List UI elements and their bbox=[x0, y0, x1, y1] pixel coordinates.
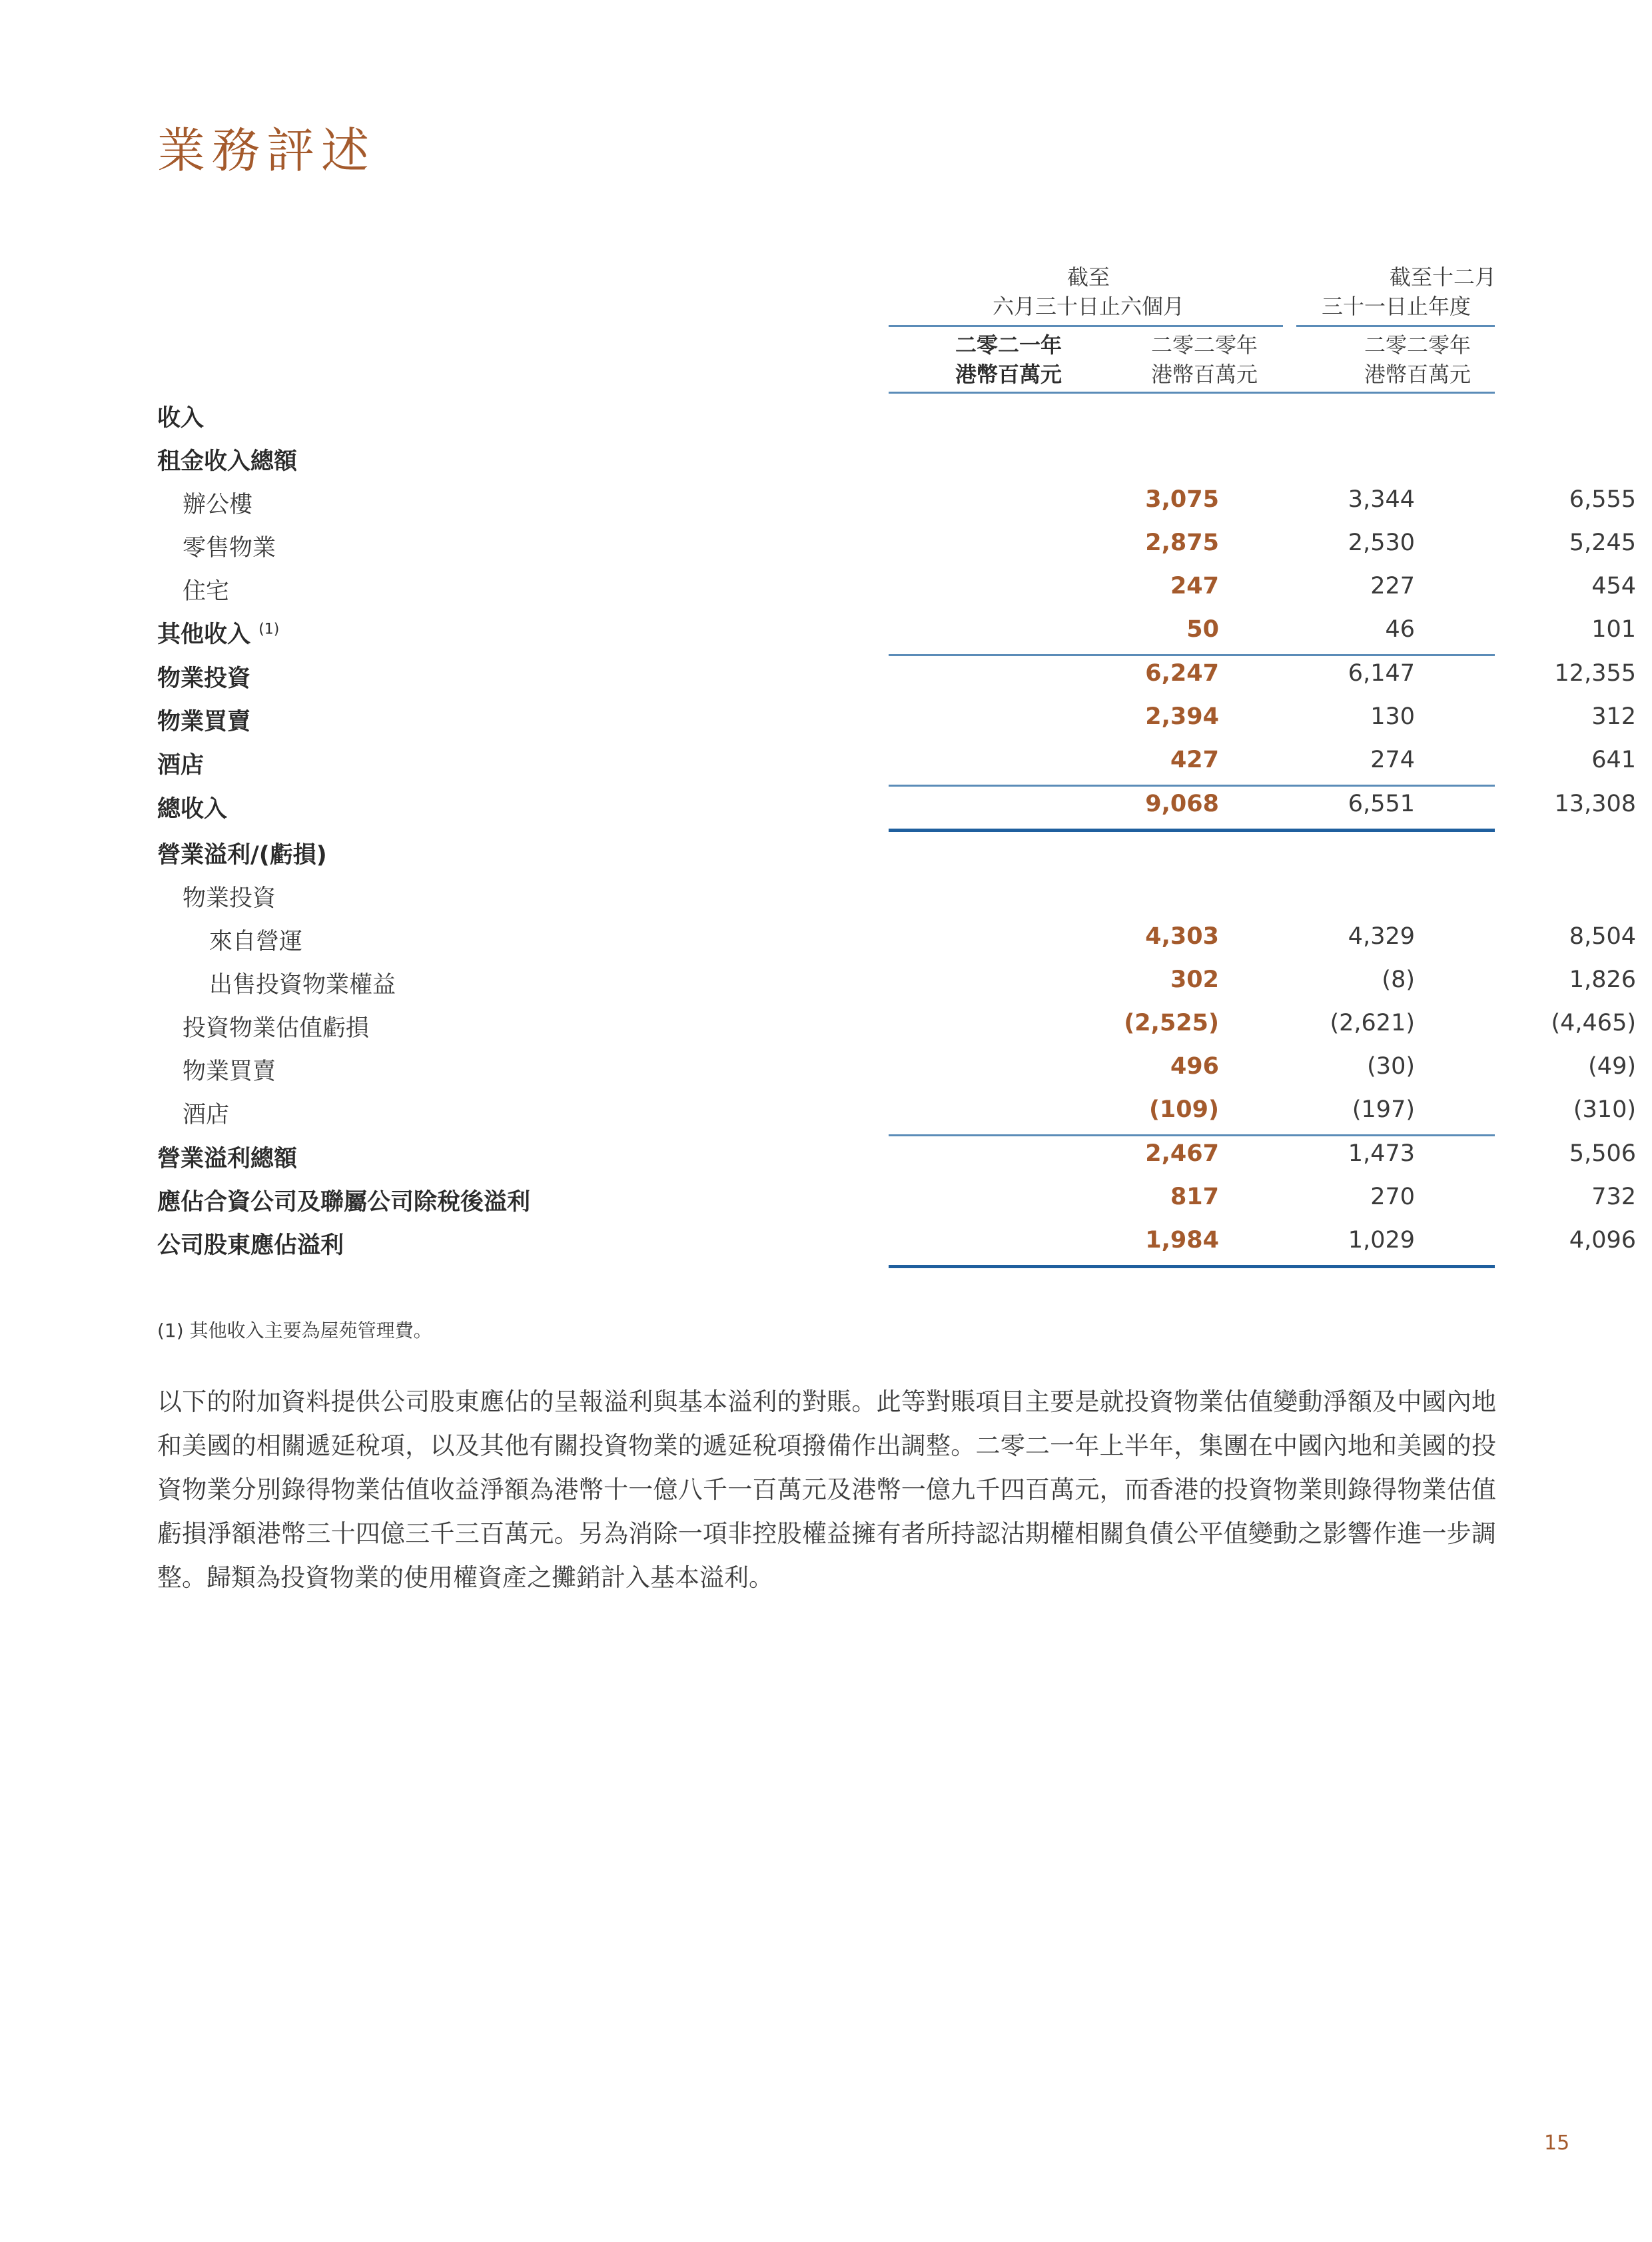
cell-2020-year: (310) bbox=[1573, 1096, 1636, 1123]
table-row-from-operations bbox=[157, 918, 1636, 961]
row-label: 辦公樓 bbox=[183, 492, 253, 518]
cell-2021: 427 bbox=[1170, 747, 1219, 773]
row-label: 零售物業 bbox=[183, 535, 276, 561]
header-col3-unit: 港幣百萬元 bbox=[1364, 362, 1471, 387]
cell-2020-half: 46 bbox=[1385, 616, 1415, 643]
page-title: 業務評述 bbox=[157, 123, 376, 179]
cell-2021: 302 bbox=[1170, 966, 1219, 993]
footnote-marker: (1) bbox=[258, 621, 280, 638]
row-label: 投資物業估值虧損 bbox=[183, 1015, 370, 1042]
cell-2020-half: 6,147 bbox=[1348, 660, 1415, 687]
cell-2021: 247 bbox=[1170, 573, 1219, 599]
cell-2021: 9,068 bbox=[1145, 791, 1219, 817]
row-label bbox=[157, 616, 279, 649]
cell-2020-year: 732 bbox=[1591, 1184, 1636, 1210]
cell-2020-half: 227 bbox=[1370, 573, 1415, 599]
cell-2021: 817 bbox=[1170, 1184, 1219, 1210]
row-label: 住宅 bbox=[183, 578, 230, 605]
row-label: 物業投資 bbox=[183, 885, 276, 912]
header-col2-unit: 港幣百萬元 bbox=[1150, 362, 1258, 387]
cell-2021: (2,525) bbox=[1124, 1010, 1219, 1036]
cell-2020-year: 101 bbox=[1591, 616, 1636, 643]
cell-2021: 2,394 bbox=[1145, 703, 1219, 730]
table-row-op-property-investment bbox=[157, 875, 1495, 918]
row-label: 出售投資物業權益 bbox=[209, 972, 396, 998]
cell-2020-half: 4,329 bbox=[1348, 923, 1415, 950]
row-label: 酒店 bbox=[183, 1102, 230, 1128]
cell-2020-half: 1,029 bbox=[1348, 1227, 1415, 1254]
row-label: 物業買賣 bbox=[157, 709, 251, 735]
cell-2020-half: (2,621) bbox=[1330, 1010, 1415, 1036]
row-label: 物業買賣 bbox=[183, 1058, 276, 1085]
table-row-sale-of-interests bbox=[157, 961, 1636, 1004]
row-label: 租金收入總額 bbox=[157, 448, 298, 475]
cell-2020-year: 5,506 bbox=[1569, 1140, 1636, 1167]
table-row-total-operating-profit bbox=[157, 1135, 1636, 1178]
total-rule bbox=[889, 1265, 1495, 1268]
cell-2021: 4,303 bbox=[1145, 923, 1219, 950]
cell-2020-half: 3,344 bbox=[1348, 486, 1415, 513]
row-label: 營業溢利/(虧損) bbox=[157, 842, 327, 869]
cell-2020-half: 274 bbox=[1370, 747, 1415, 773]
cell-2020-year: 4,096 bbox=[1569, 1227, 1636, 1254]
cell-2020-half: 1,473 bbox=[1348, 1140, 1415, 1167]
cell-2020-year: 312 bbox=[1591, 703, 1636, 730]
header-group-six-months-line1: 截至 bbox=[1066, 264, 1110, 290]
header-rule-year bbox=[1296, 325, 1495, 327]
cell-2020-year: 8,504 bbox=[1569, 923, 1636, 950]
row-label: 收入 bbox=[157, 405, 205, 432]
header-rule-six-months bbox=[889, 325, 1283, 327]
cell-2021: 3,075 bbox=[1145, 486, 1219, 513]
header-group-year-line1: 截至十二月 bbox=[1389, 264, 1496, 290]
cell-2020-year: 454 bbox=[1591, 573, 1636, 599]
row-label: 營業溢利總額 bbox=[157, 1146, 298, 1172]
header-col2-year: 二零二零年 bbox=[1150, 332, 1258, 358]
table-row-profit-attributable bbox=[157, 1222, 1636, 1265]
page-number: 15 bbox=[1544, 2131, 1570, 2155]
footnote: (1) 其他收入主要為屋苑管理費。 bbox=[157, 1319, 432, 1341]
cell-2021: 6,247 bbox=[1145, 660, 1219, 687]
cell-2021: 496 bbox=[1170, 1053, 1219, 1080]
cell-2020-year: 13,308 bbox=[1554, 791, 1636, 817]
cell-2021: 2,875 bbox=[1145, 530, 1219, 556]
row-label: 總收入 bbox=[157, 796, 228, 823]
cell-2020-year: 12,355 bbox=[1554, 660, 1636, 687]
table-row-op-property-trading bbox=[157, 1048, 1636, 1091]
header-group-six-months-line2: 六月三十日止六個月 bbox=[992, 294, 1184, 319]
cell-2020-half: 2,530 bbox=[1348, 530, 1415, 556]
header-col1-year: 二零二一年 bbox=[955, 332, 1062, 358]
table-row-valuation-losses bbox=[157, 1004, 1636, 1048]
table-row-op-hotels bbox=[157, 1091, 1636, 1134]
cell-2020-half: (8) bbox=[1382, 966, 1415, 993]
row-label: 公司股東應佔溢利 bbox=[157, 1232, 344, 1259]
cell-2021: 2,467 bbox=[1145, 1140, 1219, 1167]
cell-2020-half: (197) bbox=[1352, 1096, 1415, 1123]
table-row-hotels bbox=[157, 741, 1636, 785]
cell-2020-half: 6,551 bbox=[1348, 791, 1415, 817]
table-row-operating-profit bbox=[157, 831, 1495, 875]
cell-2020-year: (49) bbox=[1588, 1053, 1636, 1080]
table-row-total-revenue bbox=[157, 785, 1636, 829]
cell-2020-year: 5,245 bbox=[1569, 530, 1636, 556]
header-col3-year: 二零二零年 bbox=[1364, 332, 1471, 358]
body-paragraph: 以下的附加資料提供公司股東應佔的呈報溢利與基本溢利的對賬。此等對賬項目主要是就投資物業估值變動淨額及中國內地和美國的相關遞延稅項，以及其他有關投資物業的遞延稅項撥備作出調整。二零二一年上半年，集團在中國內地和美國的投資物業分別錄得物業估值收益淨額為港幣十一億八千一百萬元及港幣一億九千四百萬元，而香港的投資物業則錄得物業估值虧損淨額港幣三十四億三千三百萬元。另為消除一項非控股權益擁有者所持認沽期權相關負債公平值變動之影響作進一步調整。歸類為投資物業的使用權資產之攤銷計入基本溢利。 bbox=[157, 1387, 1496, 1592]
row-label-text: 其他收入 bbox=[157, 621, 251, 648]
table-row-other-revenue bbox=[157, 611, 1636, 654]
table-row-retail bbox=[157, 524, 1636, 567]
header-col1-unit: 港幣百萬元 bbox=[955, 362, 1062, 387]
table-row-residential bbox=[157, 567, 1636, 611]
cell-2020-year: 1,826 bbox=[1569, 966, 1636, 993]
cell-2021: (109) bbox=[1148, 1096, 1219, 1123]
table-row-property-trading bbox=[157, 698, 1636, 741]
table-row-property-investment bbox=[157, 655, 1636, 698]
row-label: 應佔合資公司及聯屬公司除稅後溢利 bbox=[157, 1189, 531, 1216]
table-row-gross-rental bbox=[157, 438, 1495, 481]
table-row-revenue bbox=[157, 394, 1495, 438]
table-row-office bbox=[157, 481, 1636, 524]
row-label: 來自營運 bbox=[209, 929, 303, 955]
table-row-share-of-profits bbox=[157, 1178, 1636, 1222]
cell-2020-year: 641 bbox=[1591, 747, 1636, 773]
row-label: 物業投資 bbox=[157, 665, 251, 692]
cell-2020-year: 6,555 bbox=[1569, 486, 1636, 513]
cell-2021: 50 bbox=[1186, 616, 1219, 643]
header-rule-columns bbox=[889, 392, 1495, 394]
header-group-year-line2: 三十一日止年度 bbox=[1321, 294, 1471, 319]
row-label: 酒店 bbox=[157, 752, 205, 779]
cell-2020-half: (30) bbox=[1367, 1053, 1415, 1080]
cell-2020-year: (4,465) bbox=[1551, 1010, 1636, 1036]
cell-2021: 1,984 bbox=[1145, 1227, 1219, 1254]
cell-2020-half: 130 bbox=[1370, 703, 1415, 730]
cell-2020-half: 270 bbox=[1370, 1184, 1415, 1210]
